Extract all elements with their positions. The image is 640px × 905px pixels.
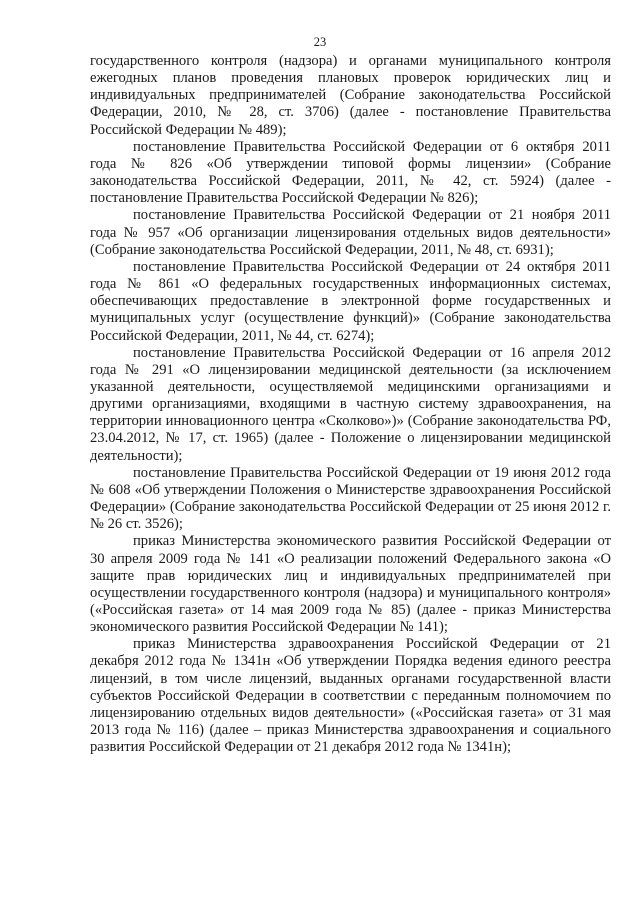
paragraph-order-141: приказ Министерства экономического развития Российской Федерации от 30 апреля 2009 года № 141 «О реализации положений Федерального закона «О защите прав юридических лиц и индивидуальных предпринимателей при осуществлении государственного контроля (надзора) и муниципального контроля» («Российская газета» от 14 мая 2009 года № 85) (далее - приказ Министерства экономического развития Российской Федерации № 141);: [90, 533, 611, 636]
paragraph-resolution-291: постановление Правительства Российской Федерации от 16 апреля 2012 года № 291 «О лицензировании медицинской деятельности (за исключением указанной деятельности, осуществляемой медицинскими организациями и другими организациями, входящими в частную систему здравоохранения, на территории инновационного центра «Сколково»)» (Собрание законодательства РФ, 23.04.2012, № 17, ст. 1965) (далее - Положение о лицензировании медицинской деятельности);: [90, 344, 611, 464]
paragraph-resolution-861: постановление Правительства Российской Федерации от 24 октября 2011 года № 861 «О федеральных государственных информационных системах, обеспечивающих предоставление в электронной форме государственных и муниципальных услуг (осуществление функций)» (Собрание законодательства Российской Федерации, 2011, № 44, ст. 6274);: [90, 258, 611, 344]
paragraph-continuation: государственного контроля (надзора) и органами муниципального контроля ежегодных планов проведения плановых проверок юридических лиц и индивидуальных предпринимателей (Собрание законодательства Российской Федерации, 2010, № 28, ст. 3706) (далее - постановление Правительства Российской Федерации № 489);: [90, 53, 611, 138]
body-text: [90, 53, 611, 756]
page-number: 23: [313, 35, 327, 49]
paragraph-resolution-957: постановление Правительства Российской Федерации от 21 ноября 2011 года № 957 «Об организации лицензирования отдельных видов деятельности» (Собрание законодательства Российской Федерации, 2011, № 48, ст. 6931);: [90, 207, 611, 258]
paragraph-resolution-826: постановление Правительства Российской Федерации от 6 октября 2011 года № 826 «Об утверждении типовой формы лицензии» (Собрание законодательства Российской Федерации, 2011, № 42, ст. 5924) (далее - постановление Правительства Российской Федерации № 826);: [90, 138, 611, 207]
paragraph-order-1341n: приказ Министерства здравоохранения Российской Федерации от 21 декабря 2012 года № 1341н «Об утверждении Порядка ведения единого реестра лицензий, в том числе лицензий, выданных органами государственной власти субъектов Российской Федерации в соответствии с переданным полномочием по лицензированию отдельных видов деятельности» («Российская газета» от 31 мая 2013 года № 116) (далее – приказ Министерства здравоохранения и социального развития Российской Федерации от 21 декабря 2012 года № 1341н);: [90, 636, 611, 756]
paragraph-resolution-608: постановление Правительства Российской Федерации от 19 июня 2012 года № 608 «Об утверждении Положения о Министерстве здравоохранения Российской Федерации» (Собрание законодательства Российской Федерации от 25 июня 2012 г. № 26 ст. 3526);: [90, 464, 611, 533]
